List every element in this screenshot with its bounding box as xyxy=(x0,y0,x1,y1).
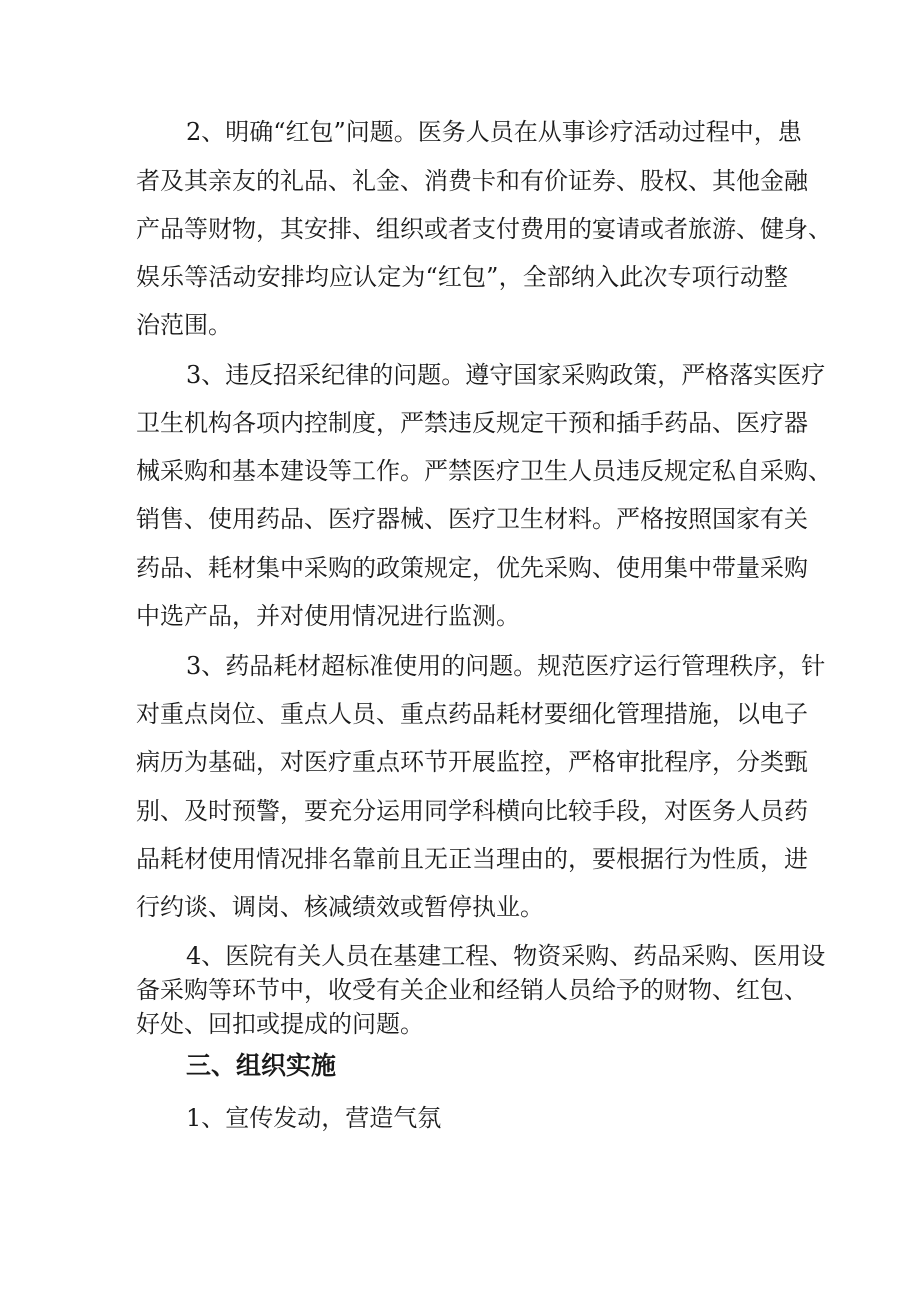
paragraph-line: 械采购和基本建设等工作。严禁医疗卫生人员违反规定私自采购、 xyxy=(136,457,832,485)
paragraph-line: 4、医院有关人员在基建工程、物资采购、药品采购、医用设 xyxy=(186,942,826,970)
paragraph-line: 品耗材使用情况排名靠前且无正当理由的，要根据行为性质，进 xyxy=(136,845,808,873)
subheading: 1、宣传发动，营造气氛 xyxy=(186,1104,442,1132)
paragraph-line: 卫生机构各项内控制度，严禁违反规定干预和插手药品、医疗器 xyxy=(136,409,808,437)
paragraph-line: 别、及时预警，要充分运用同学科横向比较手段，对医务人员药 xyxy=(136,797,808,825)
paragraph-line: 备采购等环节中，收受有关企业和经销人员给予的财物、红包、 xyxy=(136,976,808,1004)
paragraph-line: 中选产品，并对使用情况进行监测。 xyxy=(136,602,520,630)
paragraph-line: 3、药品耗材超标准使用的问题。规范医疗运行管理秩序，针 xyxy=(186,652,826,680)
paragraph-line: 药品、耗材集中采购的政策规定，优先采购、使用集中带量采购 xyxy=(136,554,808,582)
paragraph-line: 销售、使用药品、医疗器械、医疗卫生材料。严格按照国家有关 xyxy=(136,505,808,533)
paragraph-line: 2、明确“红包”问题。医务人员在从事诊疗活动过程中，患 xyxy=(186,118,802,146)
paragraph-line: 娱乐等活动安排均应认定为“红包”，全部纳入此次专项行动整 xyxy=(136,263,788,291)
paragraph-line: 产品等财物，其安排、组织或者支付费用的宴请或者旅游、健身、 xyxy=(136,215,832,243)
paragraph-line: 对重点岗位、重点人员、重点药品耗材要细化管理措施，以电子 xyxy=(136,700,808,728)
paragraph-line: 病历为基础，对医疗重点环节开展监控，严格审批程序，分类甄 xyxy=(136,748,808,776)
paragraph-line: 治范围。 xyxy=(136,311,232,339)
paragraph-line: 者及其亲友的礼品、礼金、消费卡和有价证券、股权、其他金融 xyxy=(136,167,808,195)
section-heading: 三、组织实施 xyxy=(186,1051,337,1080)
paragraph-line: 好处、回扣或提成的问题。 xyxy=(136,1010,424,1038)
paragraph-line: 3、违反招采纪律的问题。遵守国家采购政策，严格落实医疗 xyxy=(186,361,826,389)
paragraph-line: 行约谈、调岗、核减绩效或暂停执业。 xyxy=(136,893,544,921)
